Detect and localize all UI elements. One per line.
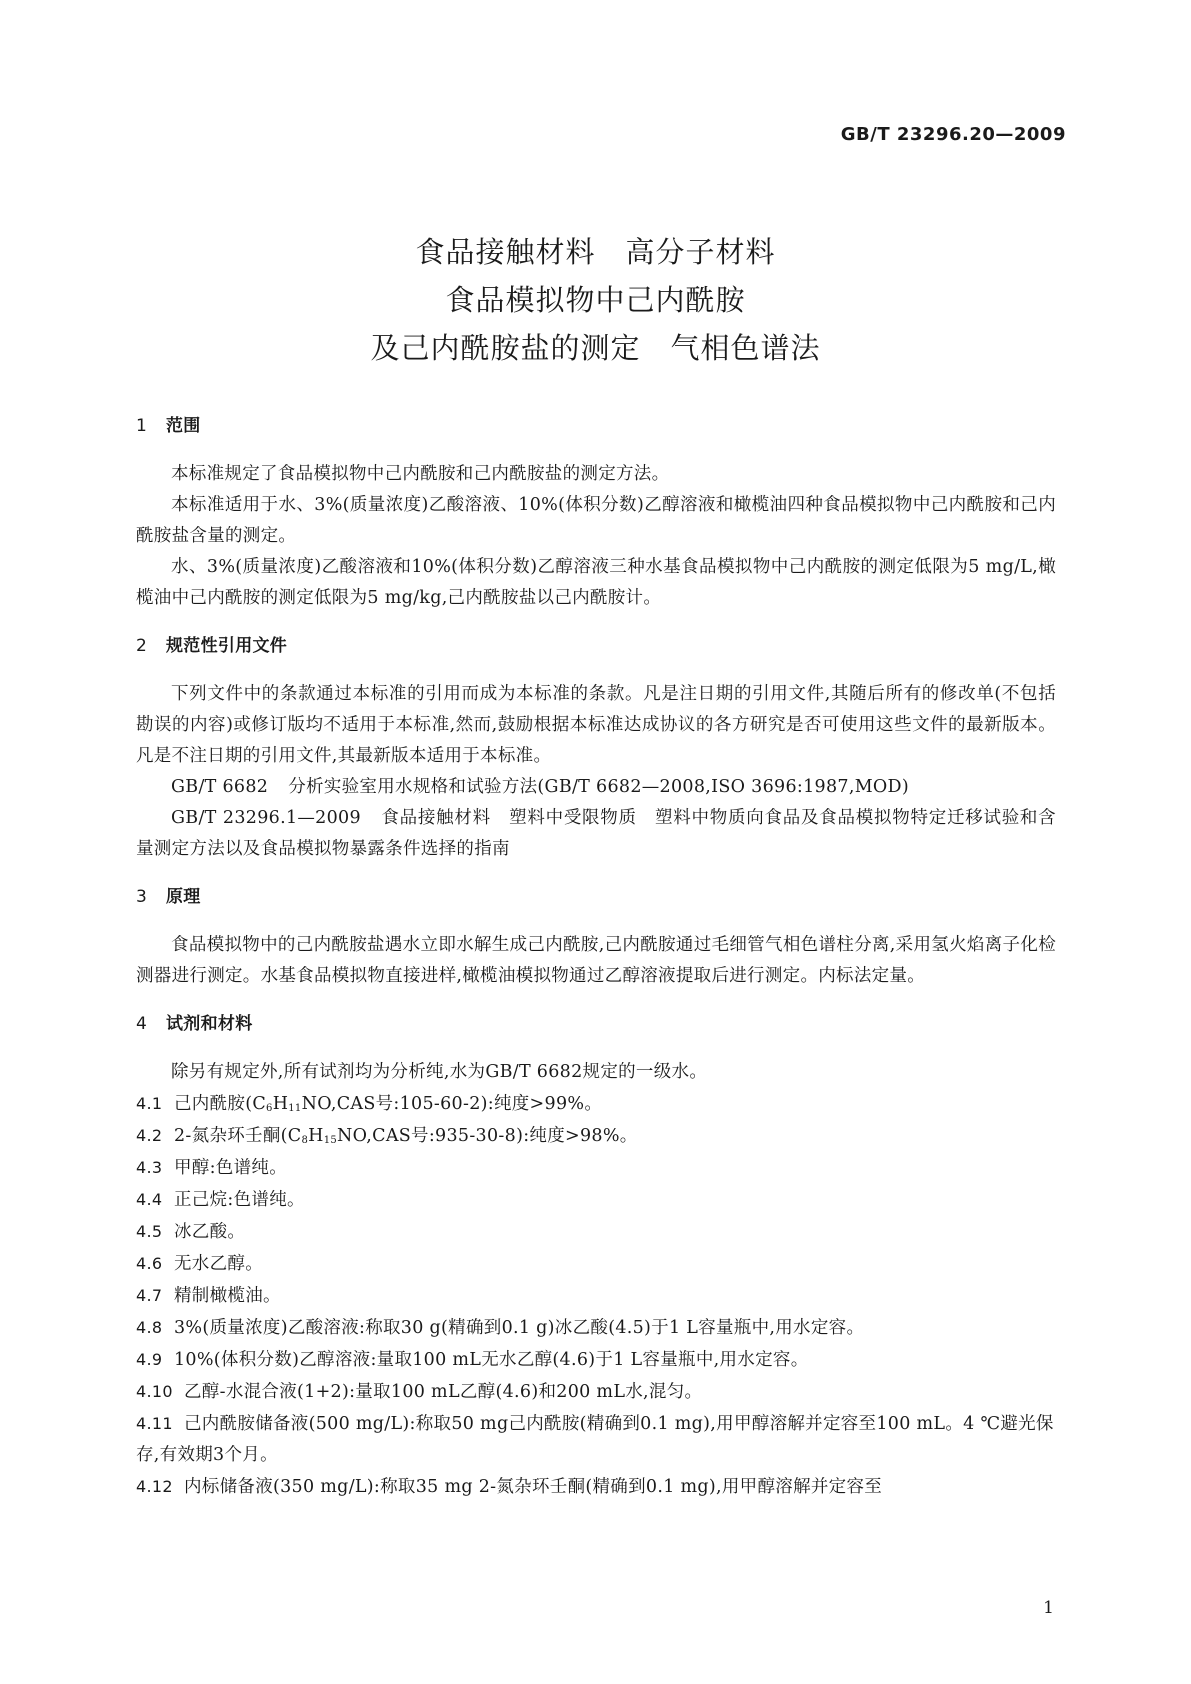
title-line-2: 食品模拟物中己内酰胺: [445, 283, 746, 317]
reference-item: [136, 803, 1056, 865]
section-heading-scope: [136, 411, 1056, 442]
item-number: 4.7: [136, 1286, 163, 1305]
reagent-item: [136, 1408, 1056, 1471]
reagent-item: [136, 1120, 1056, 1152]
reference-title: 分析实验室用水规格和试验方法(GB/T 6682—2008,ISO 3696:1987,MOD): [288, 777, 910, 797]
section-heading-normative-references: [136, 631, 1056, 662]
paragraph: 本标准规定了食品模拟物中己内酰胺和己内酰胺盐的测定方法。: [171, 464, 670, 484]
section-number: 4: [136, 1014, 148, 1034]
paragraph: 除另有规定外,所有试剂均为分析纯,水为GB/T 6682规定的一级水。: [171, 1062, 708, 1082]
reagent-item: [136, 1376, 1056, 1408]
item-text: 10%(体积分数)乙醇溶液:量取100 mL无水乙醇(4.6)于1 L容量瓶中,用水定容。: [174, 1350, 809, 1370]
reference-code: GB/T 6682: [171, 777, 269, 797]
item-text: 甲醇:色谱纯。: [174, 1158, 287, 1178]
item-number: 4.6: [136, 1254, 163, 1273]
document-title: [0, 228, 1191, 372]
reagent-item: [136, 1216, 1056, 1248]
page-number: 1: [1043, 1598, 1054, 1618]
paragraph: 食品模拟物中的己内酰胺盐遇水立即水解生成己内酰胺,己内酰胺通过毛细管气相色谱柱分离,采用氢火焰离子化检测器进行测定。水基食品模拟物直接进样,橄榄油模拟物通过乙醇溶液提取后进行测定。内标法定量。: [136, 935, 1056, 986]
section-title: 规范性引用文件: [166, 636, 288, 656]
item-number: 4.5: [136, 1222, 163, 1241]
section-heading-reagents: [136, 1009, 1056, 1040]
item-number: 4.9: [136, 1350, 163, 1369]
item-number: 4.11: [136, 1414, 173, 1433]
item-number: 4.3: [136, 1158, 163, 1177]
item-text: 内标储备液(350 mg/L):称取35 mg 2-氮杂环壬酮(精确到0.1 mg),用甲醇溶解并定容至: [184, 1477, 883, 1497]
item-text: 正己烷:色谱纯。: [174, 1190, 305, 1210]
section-title: 范围: [166, 416, 201, 436]
reagent-item: [136, 1312, 1056, 1344]
reagent-item: [136, 1471, 1056, 1503]
item-number: 4.12: [136, 1477, 173, 1496]
section-heading-principle: [136, 882, 1056, 913]
reagent-item: [136, 1152, 1056, 1184]
item-text: 己内酰胺($C_6H_{11}NO,CAS$号:105-60-2):纯度>99%。: [174, 1094, 603, 1114]
item-number: 4.2: [136, 1126, 163, 1145]
title-line-3: 及己内酰胺盐的测定 气相色谱法: [370, 331, 821, 365]
item-text: 无水乙醇。: [174, 1254, 263, 1274]
item-number: 4.8: [136, 1318, 163, 1337]
document-body: [136, 411, 1056, 1503]
section-number: 3: [136, 887, 148, 907]
paragraph: 本标准适用于水、3%(质量浓度)乙酸溶液、10%(体积分数)乙醇溶液和橄榄油四种食品模拟物中己内酰胺和己内酰胺盐含量的测定。: [136, 495, 1056, 546]
paragraph: 水、3%(质量浓度)乙酸溶液和10%(体积分数)乙醇溶液三种水基食品模拟物中己内酰胺的测定低限为5 mg/L,橄榄油中己内酰胺的测定低限为5 mg/kg,己内酰胺盐以己内酰胺计。: [136, 557, 1056, 608]
item-text: 2-氮杂环壬酮($C_8H_{15}NO,CAS$号:935-30-8):纯度>98%。: [174, 1126, 638, 1146]
reagent-item: [136, 1184, 1056, 1216]
item-text: 乙醇-水混合液(1+2):量取100 mL乙醇(4.6)和200 mL水,混匀。: [184, 1382, 703, 1402]
item-number: 4.1: [136, 1094, 163, 1113]
section-title: 试剂和材料: [166, 1014, 253, 1034]
reagent-item: [136, 1248, 1056, 1280]
item-number: 4.4: [136, 1190, 163, 1209]
reagent-item: [136, 1280, 1056, 1312]
section-number: 1: [136, 416, 148, 436]
reference-title: 食品接触材料 塑料中受限物质 塑料中物质向食品及食品模拟物特定迁移试验和含量测定方法以及食品模拟物暴露条件选择的指南: [136, 808, 1056, 859]
item-text: 精制橄榄油。: [174, 1286, 281, 1306]
reagent-item: [136, 1088, 1056, 1120]
title-line-1: 食品接触材料 高分子材料: [415, 235, 776, 269]
section-number: 2: [136, 636, 148, 656]
item-text: 冰乙酸。: [174, 1222, 246, 1242]
item-text: 己内酰胺储备液(500 mg/L):称取50 mg己内酰胺(精确到0.1 mg),用甲醇溶解并定容至100 mL。4 ℃避光保存,有效期3个月。: [136, 1414, 1054, 1465]
paragraph: 下列文件中的条款通过本标准的引用而成为本标准的条款。凡是注日期的引用文件,其随后所有的修改单(不包括勘误的内容)或修订版均不适用于本标准,然而,鼓励根据本标准达成协议的各方研究是否可使用这些文件的最新版本。凡是不注日期的引用文件,其最新版本适用于本标准。: [136, 684, 1056, 766]
item-text: 3%(质量浓度)乙酸溶液:称取30 g(精确到0.1 g)冰乙酸(4.5)于1 L容量瓶中,用水定容。: [174, 1318, 865, 1338]
reagent-item: [136, 1344, 1056, 1376]
standard-number: GB/T 23296.20—2009: [840, 124, 1066, 145]
section-title: 原理: [166, 887, 201, 907]
reference-item: [136, 772, 1056, 803]
reference-code: GB/T 23296.1—2009: [171, 808, 361, 828]
item-number: 4.10: [136, 1382, 173, 1401]
